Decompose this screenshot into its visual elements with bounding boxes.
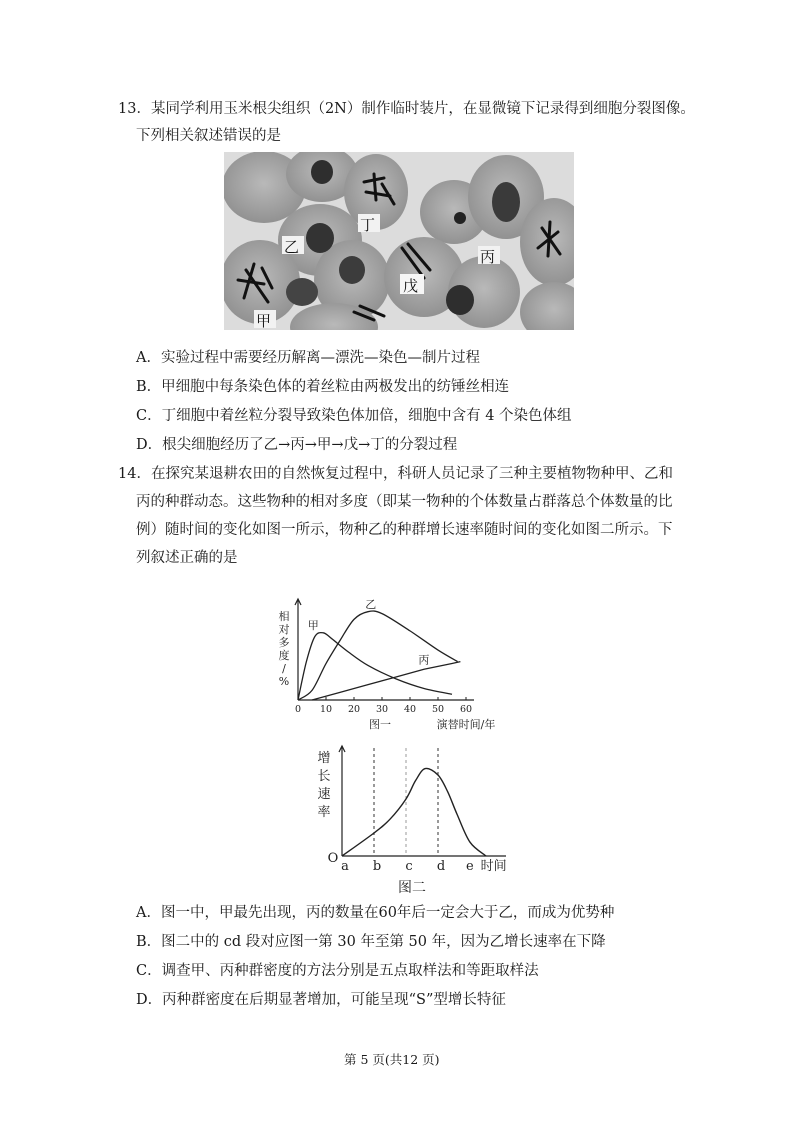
- cell-label-yi: 乙: [284, 238, 300, 256]
- chart-figure-1: [270, 596, 520, 738]
- series-label-yi: 乙: [365, 597, 377, 611]
- x-tick-label: 40: [403, 704, 417, 715]
- y-axis-label-char: 多: [278, 636, 290, 649]
- series-label-jia: 甲: [307, 618, 319, 632]
- q14-option-a: A．图一中，甲最先出现，丙的数量在60年后一定会大于乙，而成为优势种: [136, 905, 615, 921]
- series-line-1: [298, 611, 458, 700]
- q13-stem-line-2: 下列相关叙述错误的是: [136, 128, 281, 144]
- q14-option-b: B．图二中的 cd 段对应图一第 30 年至第 50 年，因为乙增长速率在下降: [136, 934, 606, 950]
- q14-option-c: C．调查甲、丙种群密度的方法分别是五点取样法和等距取样法: [136, 963, 539, 979]
- chart-caption: 图二: [398, 880, 426, 896]
- micrograph-image: [224, 152, 574, 330]
- q13-option-a: A．实验过程中需要经历解离—漂洗—染色—制片过程: [136, 350, 480, 366]
- x-tick-label: e: [465, 859, 474, 874]
- x-tick-label: 0: [294, 704, 302, 715]
- x-tick-label: 50: [431, 704, 445, 715]
- y-axis-label-char: 相: [278, 610, 290, 623]
- origin-label: O: [327, 851, 339, 866]
- q13-option-c: C．丁细胞中着丝粒分裂导致染色体加倍，细胞中含有 4 个染色体组: [136, 408, 572, 424]
- q14-stem-line-2: 丙的种群动态。这些物种的相对多度（即某一物种的个体数量占群落总个体数量的比: [136, 494, 673, 510]
- q14-stem-line-3: 例）随时间的变化如图一所示，物种乙的种群增长速率随时间的变化如图二所示。下: [136, 522, 673, 538]
- series-line-2: [312, 662, 460, 700]
- q14-stem-line-1: 14．在探究某退耕农田的自然恢复过程中，科研人员记录了三种主要植物物种甲、乙和: [118, 466, 673, 482]
- y-axis-label-char: %: [278, 675, 290, 688]
- x-tick-label: 30: [375, 704, 389, 715]
- cell-label-wu: 戊: [403, 277, 419, 295]
- series-label-bing: 丙: [418, 653, 430, 667]
- y-axis-label-char: 长: [317, 769, 331, 784]
- q14-stem-line-4: 列叙述正确的是: [136, 550, 238, 566]
- y-axis-label-char: 度: [278, 649, 290, 662]
- q13-option-b: B．甲细胞中每条染色体的着丝粒由两极发出的纺锤丝相连: [136, 379, 510, 395]
- x-axis-label: 时间: [480, 859, 507, 874]
- chart-caption: 图一: [369, 718, 391, 731]
- chart-figure-2: [300, 744, 510, 896]
- cell-label-ding: 丁: [360, 216, 376, 234]
- y-axis-label-char: 速: [317, 787, 331, 802]
- x-tick-label: 60: [459, 704, 473, 715]
- x-tick-label: c: [405, 859, 413, 874]
- y-axis-label-char: 对: [278, 623, 290, 636]
- q14-option-d: D．丙种群密度在后期显著增加，可能呈现“S”型增长特征: [136, 992, 506, 1008]
- x-axis-label: 演替时间/年: [436, 718, 496, 731]
- x-tick-label: 10: [319, 704, 333, 715]
- q13-stem-line-1: 13．某同学利用玉米根尖组织（2N）制作临时装片，在显微镜下记录得到细胞分裂图像。: [118, 101, 695, 117]
- y-axis-label-char: 率: [317, 805, 331, 820]
- y-axis-label-char: /: [282, 662, 286, 675]
- x-tick-label: d: [436, 859, 446, 874]
- q13-option-d: D．根尖细胞经历了乙→丙→甲→戊→丁的分裂过程: [136, 437, 458, 453]
- cell-label-bing: 丙: [480, 248, 496, 266]
- x-tick-label: a: [341, 859, 349, 874]
- cell-label-jia: 甲: [256, 312, 272, 330]
- y-axis-label-char: 增: [317, 751, 331, 766]
- x-tick-label: 20: [347, 704, 361, 715]
- micrograph-figure: [224, 152, 574, 330]
- page-footer: 第 5 页(共12 页): [344, 1052, 440, 1067]
- x-tick-label: b: [372, 859, 382, 874]
- growth-rate-curve: [342, 768, 486, 856]
